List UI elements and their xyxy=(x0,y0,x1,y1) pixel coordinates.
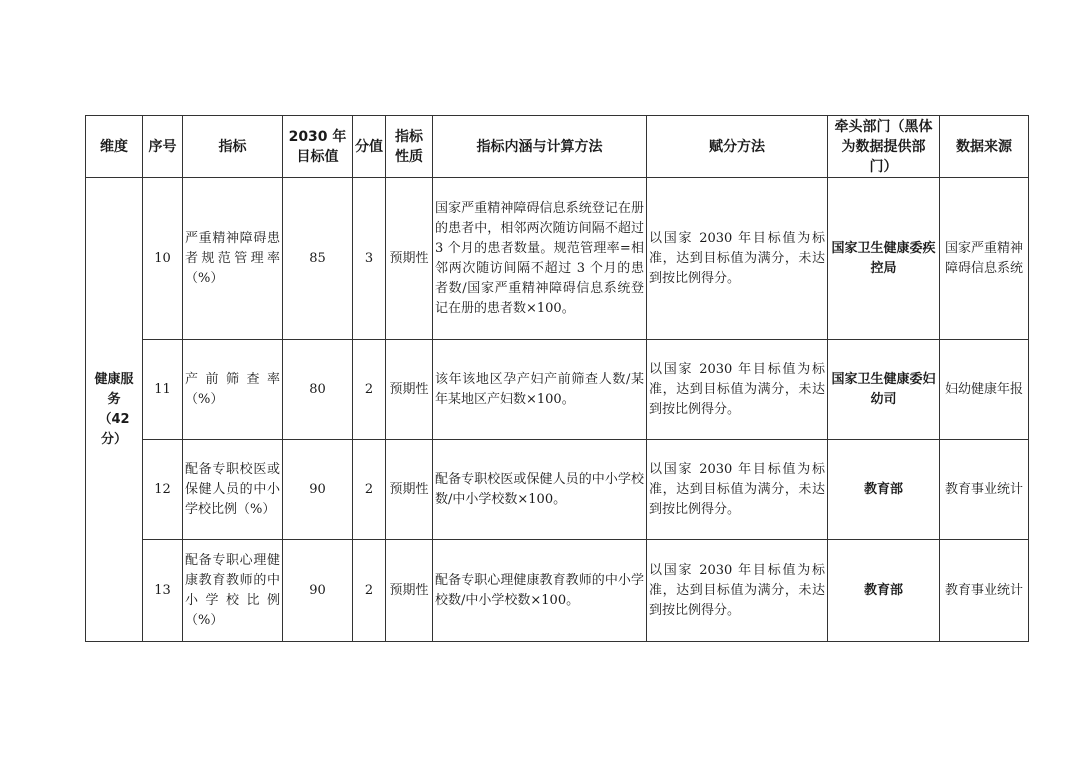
table-row xyxy=(86,340,1029,440)
indicator-cell: 严重精神障碍患者规范管理率（%） xyxy=(183,178,283,340)
dept-cell: 国家卫生健康委疾控局 xyxy=(828,178,940,340)
indicator-cell: 产前筛查率（%） xyxy=(183,340,283,440)
header-seq: 序号 xyxy=(143,116,183,178)
header-target: 2030 年目标值 xyxy=(283,116,353,178)
scoring-cell: 以国家 2030 年目标值为标准，达到目标值为满分，未达到按比例得分。 xyxy=(647,340,828,440)
source-cell: 教育事业统计 xyxy=(940,540,1029,642)
score-cell: 2 xyxy=(353,540,386,642)
header-indicator: 指标 xyxy=(183,116,283,178)
table-row xyxy=(86,440,1029,540)
score-cell: 2 xyxy=(353,340,386,440)
header-scoring: 赋分方法 xyxy=(647,116,828,178)
source-cell: 国家严重精神障碍信息系统 xyxy=(940,178,1029,340)
definition-cell: 国家严重精神障碍信息系统登记在册的患者中，相邻两次随访间隔不超过 3 个月的患者数量。规范管理率=相邻两次随访间隔不超过 3 个月的患者数/国家严重精神障碍信息系统登记在册的患者数×100。 xyxy=(433,178,647,340)
target-cell: 85 xyxy=(283,178,353,340)
target-cell: 80 xyxy=(283,340,353,440)
nature-cell: 预期性 xyxy=(386,178,433,340)
indicator-cell: 配备专职心理健康教育教师的中小学校比例（%） xyxy=(183,540,283,642)
header-nature: 指标性质 xyxy=(386,116,433,178)
score-cell: 2 xyxy=(353,440,386,540)
scoring-cell: 以国家 2030 年目标值为标准，达到目标值为满分，未达到按比例得分。 xyxy=(647,540,828,642)
source-cell: 教育事业统计 xyxy=(940,440,1029,540)
scoring-cell: 以国家 2030 年目标值为标准，达到目标值为满分，未达到按比例得分。 xyxy=(647,440,828,540)
nature-cell: 预期性 xyxy=(386,440,433,540)
table-row xyxy=(86,540,1029,642)
indicator-table xyxy=(85,115,1029,642)
target-cell: 90 xyxy=(283,540,353,642)
target-cell: 90 xyxy=(283,440,353,540)
scoring-cell: 以国家 2030 年目标值为标准，达到目标值为满分，未达到按比例得分。 xyxy=(647,178,828,340)
header-dept: 牵头部门（黑体为数据提供部门） xyxy=(828,116,940,178)
definition-cell: 该年该地区孕产妇产前筛查人数/某年某地区产妇数×100。 xyxy=(433,340,647,440)
table-row xyxy=(86,178,1029,340)
source-cell: 妇幼健康年报 xyxy=(940,340,1029,440)
header-score: 分值 xyxy=(353,116,386,178)
header-dimension: 维度 xyxy=(86,116,143,178)
indicator-cell: 配备专职校医或保健人员的中小学校比例（%） xyxy=(183,440,283,540)
seq-cell: 11 xyxy=(143,340,183,440)
definition-cell: 配备专职心理健康教育教师的中小学校数/中小学校数×100。 xyxy=(433,540,647,642)
dimension-cell: 健康服务（42分） xyxy=(86,178,143,642)
seq-cell: 12 xyxy=(143,440,183,540)
dept-cell: 国家卫生健康委妇幼司 xyxy=(828,340,940,440)
dept-cell: 教育部 xyxy=(828,540,940,642)
definition-cell: 配备专职校医或保健人员的中小学校数/中小学校数×100。 xyxy=(433,440,647,540)
header-source: 数据来源 xyxy=(940,116,1029,178)
header-row xyxy=(86,116,1029,178)
nature-cell: 预期性 xyxy=(386,540,433,642)
header-definition: 指标内涵与计算方法 xyxy=(433,116,647,178)
dept-cell: 教育部 xyxy=(828,440,940,540)
seq-cell: 10 xyxy=(143,178,183,340)
score-cell: 3 xyxy=(353,178,386,340)
seq-cell: 13 xyxy=(143,540,183,642)
nature-cell: 预期性 xyxy=(386,340,433,440)
